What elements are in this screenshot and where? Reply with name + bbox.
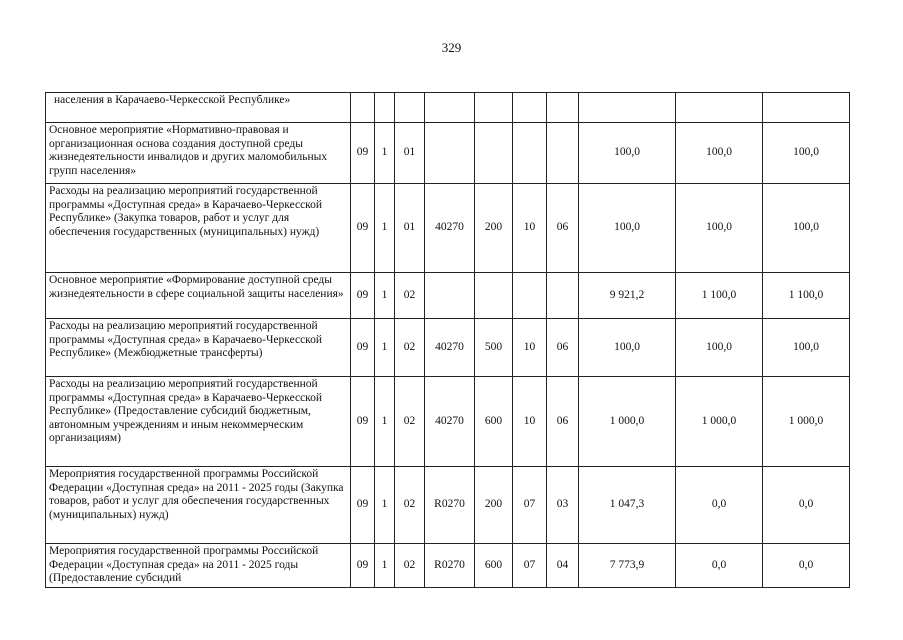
amount-year-1: 100,0 <box>579 184 676 273</box>
section-code: 09 <box>351 319 375 377</box>
program-code: 1 <box>375 184 395 273</box>
section-code: 09 <box>351 184 375 273</box>
direction-code <box>425 93 475 123</box>
activity-code <box>395 93 425 123</box>
amount-year-1: 1 000,0 <box>579 377 676 467</box>
expense-type: 600 <box>475 377 513 467</box>
chapter-code: 07 <box>513 544 547 588</box>
amount-year-3: 0,0 <box>763 544 850 588</box>
amount-year-1: 100,0 <box>579 123 676 184</box>
table-row <box>46 273 850 319</box>
amount-year-1 <box>579 93 676 123</box>
section-code <box>351 93 375 123</box>
subsection-code <box>547 273 579 319</box>
amount-year-1: 9 921,2 <box>579 273 676 319</box>
amount-year-2: 1 000,0 <box>676 377 763 467</box>
subsection-code: 06 <box>547 377 579 467</box>
amount-year-2: 1 100,0 <box>676 273 763 319</box>
chapter-code <box>513 93 547 123</box>
amount-year-2: 100,0 <box>676 123 763 184</box>
section-code: 09 <box>351 377 375 467</box>
row-description: Расходы на реализацию мероприятий государственной программы «Доступная среда» в Карачаево-Черкесской Республике» (Закупка товаров, работ и услуг для обеспечения государственных (муниципальных) нужд) <box>46 184 351 273</box>
chapter-code <box>513 123 547 184</box>
amount-year-1: 7 773,9 <box>579 544 676 588</box>
expense-type: 500 <box>475 319 513 377</box>
direction-code: 40270 <box>425 319 475 377</box>
program-code: 1 <box>375 319 395 377</box>
section-code: 09 <box>351 544 375 588</box>
activity-code: 02 <box>395 319 425 377</box>
program-code: 1 <box>375 467 395 544</box>
amount-year-2: 0,0 <box>676 544 763 588</box>
expense-type <box>475 93 513 123</box>
direction-code: R0270 <box>425 467 475 544</box>
row-description: Мероприятия государственной программы Российской Федерации «Доступная среда» на 2011 - 2025 годы (Закупка товаров, работ и услуг для обеспечения государственных (муниципальных) нужд) <box>46 467 351 544</box>
direction-code <box>425 123 475 184</box>
activity-code: 02 <box>395 467 425 544</box>
program-code: 1 <box>375 123 395 184</box>
table-row <box>46 467 850 544</box>
amount-year-3: 0,0 <box>763 467 850 544</box>
amount-year-2: 100,0 <box>676 184 763 273</box>
direction-code: R0270 <box>425 544 475 588</box>
direction-code <box>425 273 475 319</box>
amount-year-3 <box>763 93 850 123</box>
table-row <box>46 184 850 273</box>
table-row <box>46 93 850 123</box>
row-description: Основное мероприятие «Формирование доступной среды жизнедеятельности в сфере социальной защиты населения» <box>46 273 351 319</box>
row-description: Расходы на реализацию мероприятий государственной программы «Доступная среда» в Карачаево-Черкесской Республике» (Межбюджетные трансферты) <box>46 319 351 377</box>
program-code: 1 <box>375 544 395 588</box>
row-description: Основное мероприятие «Нормативно-правовая и организационная основа создания доступной среды жизнедеятельности инвалидов и других маломобильных групп населения» <box>46 123 351 184</box>
activity-code: 02 <box>395 544 425 588</box>
program-code: 1 <box>375 273 395 319</box>
expense-type <box>475 273 513 319</box>
subsection-code: 06 <box>547 319 579 377</box>
direction-code: 40270 <box>425 184 475 273</box>
page-number: 329 <box>441 40 462 55</box>
direction-code: 40270 <box>425 377 475 467</box>
chapter-code: 10 <box>513 377 547 467</box>
subsection-code: 03 <box>547 467 579 544</box>
subsection-code <box>547 93 579 123</box>
amount-year-3: 100,0 <box>763 184 850 273</box>
chapter-code: 07 <box>513 467 547 544</box>
activity-code: 01 <box>395 123 425 184</box>
chapter-code: 10 <box>513 319 547 377</box>
amount-year-3: 100,0 <box>763 123 850 184</box>
expense-type: 200 <box>475 184 513 273</box>
row-description: населения в Карачаево-Черкесской Республике» <box>54 94 291 106</box>
expense-type: 200 <box>475 467 513 544</box>
table-row <box>46 544 850 588</box>
amount-year-1: 100,0 <box>579 319 676 377</box>
table-row <box>46 377 850 467</box>
table-row <box>46 319 850 377</box>
table-row <box>46 123 850 184</box>
activity-code: 02 <box>395 377 425 467</box>
amount-year-3: 1 100,0 <box>763 273 850 319</box>
amount-year-2: 100,0 <box>676 319 763 377</box>
amount-year-2: 0,0 <box>676 467 763 544</box>
section-code: 09 <box>351 467 375 544</box>
expense-type: 600 <box>475 544 513 588</box>
subsection-code: 06 <box>547 184 579 273</box>
subsection-code: 04 <box>547 544 579 588</box>
program-code <box>375 93 395 123</box>
activity-code: 01 <box>395 184 425 273</box>
amount-year-3: 1 000,0 <box>763 377 850 467</box>
program-code: 1 <box>375 377 395 467</box>
amount-year-2 <box>676 93 763 123</box>
chapter-code <box>513 273 547 319</box>
row-description: Мероприятия государственной программы Российской Федерации «Доступная среда» на 2011 - 2025 годы (Предоставление субсидий <box>46 544 351 588</box>
chapter-code: 10 <box>513 184 547 273</box>
section-code: 09 <box>351 273 375 319</box>
section-code: 09 <box>351 123 375 184</box>
expense-type <box>475 123 513 184</box>
amount-year-3: 100,0 <box>763 319 850 377</box>
row-description: Расходы на реализацию мероприятий государственной программы «Доступная среда» в Карачаево-Черкесской Республике» (Предоставление субсидий бюджетным, автономным учреждениям и иным некоммерческим организациям) <box>46 377 351 467</box>
amount-year-1: 1 047,3 <box>579 467 676 544</box>
activity-code: 02 <box>395 273 425 319</box>
budget-table <box>45 92 850 588</box>
subsection-code <box>547 123 579 184</box>
